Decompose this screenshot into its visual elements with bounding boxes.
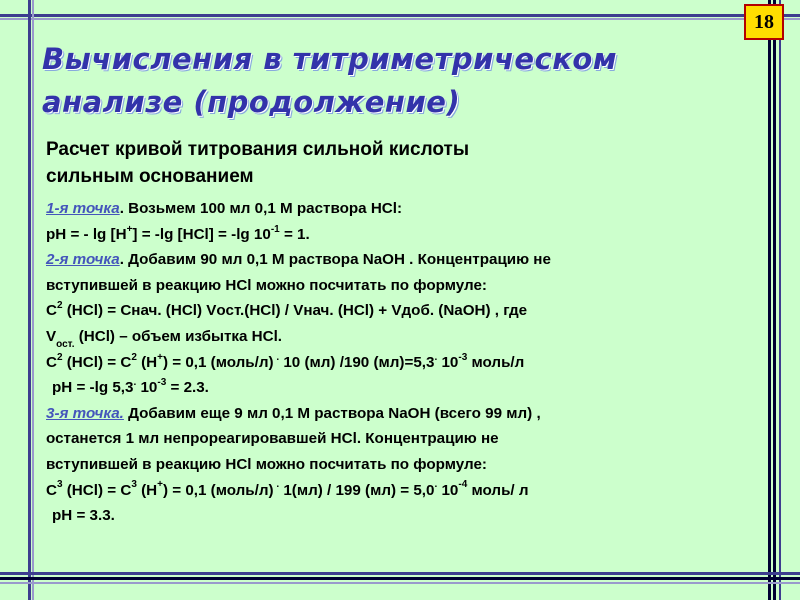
bottom-border-stripe-3 xyxy=(0,582,800,584)
point2-calculation xyxy=(46,350,776,376)
formula-part: 10 xyxy=(437,353,459,371)
formula-sup: 2 xyxy=(131,351,137,363)
formula-part: 1(мл) / 199 (мл) = 5,0 xyxy=(279,481,435,499)
formula-part: ) = 0,1 (моль/л) xyxy=(162,353,274,371)
point3-ph-result: pH = 3.3. xyxy=(52,507,115,525)
section-heading-line-1: Расчет кривой титрования сильной кислоты xyxy=(46,139,470,160)
point3-label: 3-я точка. xyxy=(46,404,124,422)
formula-part: (HCl) – объем избытка HCl. xyxy=(74,327,283,345)
formula-part: (HCl) = Cнач. (HCl) Vост.(HCl) / Vнач. (HCl) + Vдоб. (NaOH) , где xyxy=(62,302,528,320)
slide-title-line-1: Вычисления в титриметрическом xyxy=(42,42,618,76)
formula-sup: + xyxy=(157,351,163,363)
point1-ph-part: ] = -lg [HCl] = -lg 10 xyxy=(132,225,271,243)
point1-intro xyxy=(46,196,776,222)
formula-sup: -4 xyxy=(458,479,468,491)
point1-ph-part: = 1. xyxy=(279,225,310,243)
point2-general-formula xyxy=(46,298,776,324)
formula-sup: -3 xyxy=(458,351,468,363)
formula-sup: 2 xyxy=(56,300,63,312)
point1-ph-part: рН = - lg [H xyxy=(46,225,127,243)
point3-calculation xyxy=(46,478,776,504)
formula-part: (H xyxy=(136,353,158,371)
formula-sup: + xyxy=(157,479,163,491)
bottom-border-stripe-2 xyxy=(0,577,800,580)
formula-part: = 2.3. xyxy=(166,379,209,397)
formula-sub: ост. xyxy=(56,339,75,350)
formula-part: (H xyxy=(136,481,158,499)
formula-sup: 3 xyxy=(56,479,63,491)
point2-label: 2-я точка xyxy=(46,251,120,269)
formula-sup: -3 xyxy=(157,377,167,389)
formula-part: C xyxy=(46,353,57,371)
point2-volume-definition xyxy=(46,324,776,350)
formula-sup: . xyxy=(434,351,438,363)
point2-ph-result xyxy=(46,375,776,401)
formula-part: C xyxy=(46,481,57,499)
slide-title xyxy=(42,38,742,124)
formula-part: ) = 0,1 (моль/л) xyxy=(162,481,274,499)
bottom-border-stripe xyxy=(0,572,800,575)
formula-part: моль/ л xyxy=(467,481,529,499)
formula-part: 10 xyxy=(136,379,158,397)
point1-ph-sup: -1 xyxy=(270,223,280,235)
formula-sup: 3 xyxy=(131,479,137,491)
formula-sup: . xyxy=(273,351,280,363)
point1-text: . Возьмем 100 мл 0,1 М раствора HCl: xyxy=(119,200,403,217)
point2-text: . Добавим 90 мл 0,1 М раствора NaOH . Концентрацию не xyxy=(119,251,551,269)
point2-intro xyxy=(46,247,776,273)
top-border-stripe xyxy=(0,14,800,17)
formula-part: 10 xyxy=(437,481,459,499)
point1-ph-formula xyxy=(46,222,776,248)
point1-ph-sup: + xyxy=(126,223,133,235)
left-border-stripe-light xyxy=(32,0,34,600)
section-heading xyxy=(46,136,776,190)
formula-part: V xyxy=(46,327,57,345)
top-border-stripe-light xyxy=(0,18,800,20)
slide-body xyxy=(46,136,776,529)
section-heading-line-2: сильным основанием xyxy=(46,166,254,187)
point2-text-line-2: вступившей в реакцию HCl можно посчитать по формуле: xyxy=(46,276,487,294)
formula-part: (HCl) = C xyxy=(62,481,132,499)
formula-part: C xyxy=(46,302,57,320)
formula-sup: . xyxy=(273,479,280,491)
right-border-stripe-3 xyxy=(779,0,781,600)
formula-sup: . xyxy=(434,479,438,491)
formula-part: моль/л xyxy=(467,353,525,371)
formula-sup: . xyxy=(133,377,137,389)
point3-text-line-2: останется 1 мл непрореагировавшей HCl. Концентрацию не xyxy=(46,430,499,448)
formula-part: pH = -lg 5,3 xyxy=(52,379,134,397)
slide-number-badge: 18 xyxy=(744,4,784,40)
slide-title-line-2: анализе (продолжение) xyxy=(42,85,461,119)
formula-sup: 2 xyxy=(56,351,63,363)
point3-intro xyxy=(46,401,776,427)
left-border-stripe xyxy=(28,0,31,600)
formula-part: (HCl) = C xyxy=(62,353,132,371)
point1-label: 1-я точка xyxy=(46,200,120,217)
formula-part: 10 (мл) /190 (мл)=5,3 xyxy=(279,353,435,371)
point3-text-line-3: вступившей в реакцию HCl можно посчитать по формуле: xyxy=(46,455,487,473)
point3-text: Добавим еще 9 мл 0,1 М раствора NaOH (всего 99 мл) , xyxy=(123,404,541,422)
